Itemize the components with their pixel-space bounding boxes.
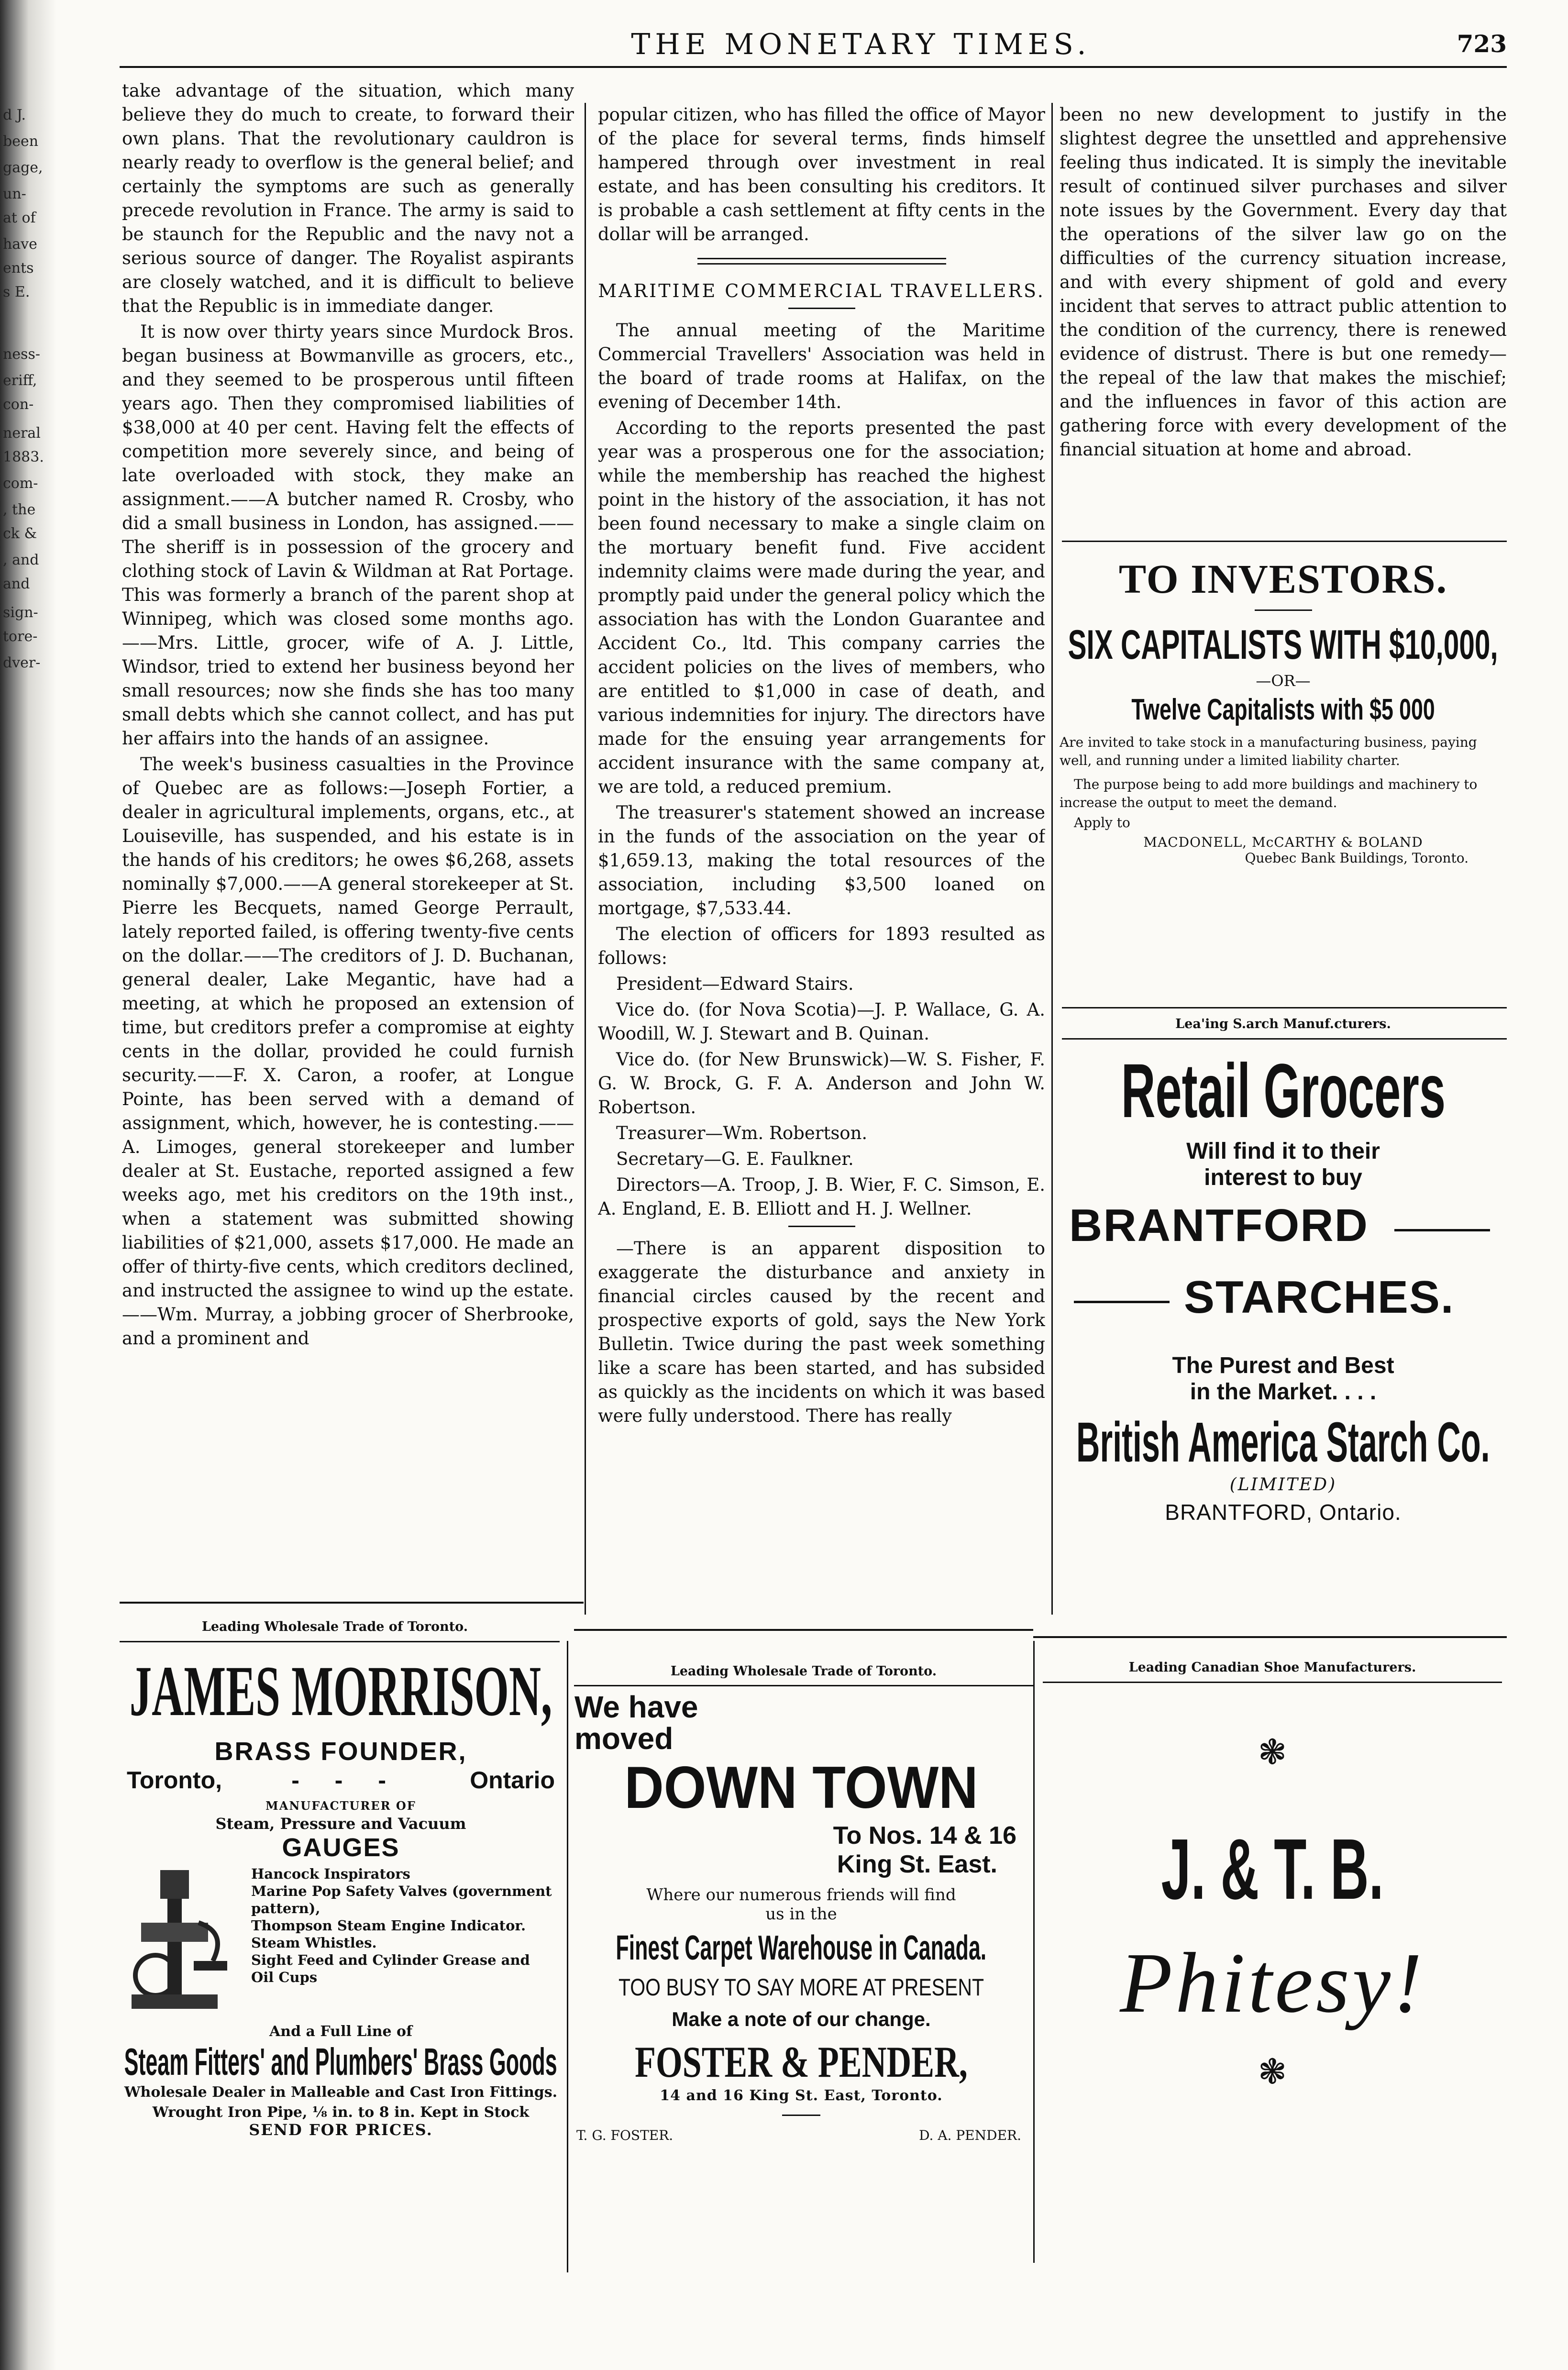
brand-rule [1074, 1301, 1170, 1303]
gutter-snippet: ness- [3, 346, 41, 363]
officer-line: President—Edward Stairs. [616, 974, 854, 994]
gauge-illustration [122, 1865, 246, 2023]
foster-we-have: We have [574, 1690, 698, 1724]
gutter-snippet: sign- [3, 604, 38, 621]
morrison-fitters: Steam Fitters' and Plumbers' Brass Goods [124, 2040, 558, 2083]
shoe-script: Phitesy! [1120, 1935, 1425, 2030]
ad-band-rule [120, 1602, 584, 1604]
gutter-snippet: , the [3, 501, 36, 518]
morrison-city: Toronto, [127, 1767, 222, 1794]
gutter-snippet: and [3, 576, 30, 592]
investors-body-1: Are invited to take stock in a manufacturing business, paying well, and running under a limited liability charter. [1060, 734, 1477, 768]
foster-partner-1: T. G. FOSTER. [576, 2127, 674, 2143]
paragraph: The treasurer's statement showed an increase in the funds of the association on the year of $1,659.13, making the total resources of the association, including $3,500 loaned on mortgage, $7,533.44. [598, 802, 1045, 919]
starch-limited: (LIMITED) [1229, 1475, 1337, 1495]
masthead-rule [120, 66, 1507, 68]
gutter-snippet: , and [3, 552, 39, 568]
foster-address: 14 and 16 King St. East, Toronto. [660, 2087, 943, 2104]
officer-line: Vice do. (for Nova Scotia)—J. P. Wallace, G. A. Woodill, W. J. Stewart and B. Quinan. [598, 999, 1045, 1044]
foster-moved: moved [574, 1721, 674, 1756]
star-ornament-icon-bottom: ❃ [1258, 2051, 1287, 2092]
morrison-ad [117, 1650, 564, 2292]
masthead-title: THE MONETARY TIMES. [631, 28, 1091, 61]
or-divider: —OR— [1256, 672, 1311, 690]
foster-busy: TOO BUSY TO SAY MORE AT PRESENT [618, 1974, 984, 2001]
morrison-province: Ontario [470, 1767, 555, 1794]
gutter-snippet: con- [3, 396, 34, 413]
brand-starches: STARCHES. [1184, 1272, 1455, 1323]
gutter-snippet: dver- [3, 654, 41, 671]
foster-nos: To Nos. 14 & 16 [833, 1822, 1016, 1849]
morrison-item: Thompson Steam Engine Indicator. [251, 1917, 526, 1934]
ad-border [1062, 541, 1507, 542]
morrison-fullline: And a Full Line of [269, 2023, 412, 2040]
morrison-ad-header: Leading Wholesale Trade of Toronto. [201, 1619, 468, 1634]
paragraph: take advantage of the situation, which many believe they do much to create, to forward their own plans. That the revolutionary cauldron is nearly ready to overflow is the general belief; and certainly the symptoms are such as generally precede revolution in France. The army is said to be staunch for the Republic and the navy not a serious source of danger. The Royalist aspirants are closely watched, and it is difficult to believe that the Republic is in immediate danger. [122, 80, 574, 316]
adjacent-page-gutter [0, 0, 57, 2370]
officer-line: Secretary—G. E. Faulkner. [616, 1149, 854, 1169]
paragraph: According to the reports presented the past year was a prosperous one for the association; while the membership has reached the highest point in the history of the association, it has not been found necessary to make a single claim on the mortuary benefit fund. Five accident indemnity claims were made during the year, and promptly paid under the general policy which the association has with the London Guarantee and Accident Co., ltd. This company carries the accident policies on the lives of members, who are entitled to $1,000 in case of death, and various indemnities for injury. The directors have made for the ensuing year arrangements for accident insurance with the same company at, we are told, a reduced premium. [598, 418, 1045, 797]
gutter-snippet: un- [3, 186, 26, 202]
section-heading: MARITIME COMMERCIAL TRAVELLERS. [598, 280, 1045, 301]
foster-king: King St. East. [837, 1850, 997, 1878]
gutter-snippet: 1883. [3, 449, 44, 465]
morrison-item: Hancock Inspirators [251, 1866, 410, 1882]
gutter-snippet: eriff, [3, 372, 37, 389]
morrison-steam: Steam, Pressure and Vacuum [215, 1815, 466, 1833]
gutter-snippet: d J. [3, 107, 26, 123]
foster-partner-2: D. A. PENDER. [919, 2127, 1021, 2143]
starch-ad [1060, 1045, 1507, 1610]
foster-ad-header: Leading Wholesale Trade of Toronto. [670, 1664, 937, 1679]
starch-sub-1: Will find it to their [1186, 1139, 1380, 1164]
foster-friends-2: us in the [765, 1905, 837, 1924]
morrison-send: SEND FOR PRICES. [249, 2121, 433, 2139]
ad-band-rule [574, 1629, 1033, 1631]
gauge-illustration-row [117, 1865, 564, 2023]
gutter-snippet: com- [3, 475, 38, 492]
purest-1: The Purest and Best [1172, 1353, 1394, 1378]
brand-row-2 [1060, 1271, 1507, 1343]
page-number: 723 [1457, 30, 1507, 58]
column-1 [122, 79, 574, 1595]
investors-body-2: The purpose being to add more buildings and machinery to increase the output to meet the demand. [1060, 776, 1478, 810]
column-3 [1060, 103, 1507, 533]
morrison-item-list [251, 1865, 557, 1986]
column-2 [598, 103, 1045, 1615]
gutter-snippet: have [3, 236, 37, 253]
section-rule [788, 1226, 855, 1227]
morrison-name: JAMES MORRISON, [129, 1651, 552, 1731]
foster-partners [572, 2127, 1031, 2143]
brand-brantford: BRANTFORD [1069, 1200, 1369, 1251]
investors-ad [1060, 555, 1507, 1000]
section-divider [697, 258, 946, 265]
foster-note: Make a note of our change. [672, 2008, 931, 2030]
retail-grocers-title: Retail Grocers [1121, 1048, 1446, 1133]
morrison-trade: BRASS FOUNDER, [214, 1737, 467, 1766]
shoe-ad [1038, 1732, 1507, 2234]
foster-downtown: DOWN TOWN [624, 1755, 978, 1821]
shoe-ad-header: Leading Canadian Shoe Manufacturers. [1128, 1660, 1416, 1675]
brand-rule [1394, 1229, 1490, 1231]
morrison-item: Steam Whistles. [251, 1935, 377, 1951]
ad-divider [567, 1641, 568, 2272]
paragraph: been no new development to justify in the slightest degree the unsettled and apprehensive feeling thus indicated. It is simply the inevitable result of continued silver purchases and silver note issues by the Government. Every day that the operations of the silver law go on the difficulties of the currency situation increase, and with every shipment of gold and every incident that serves to attract public attention to the condition of the currency, there is renewed evidence of distrust. There is but one remedy—the repeal of the law that makes the mischief; and the influences in favor of this action are gathering force with every development of the financial situation at home and abroad. [1060, 104, 1507, 460]
ad-border [1043, 1682, 1502, 1683]
paragraph: It is now over thirty years since Murdock Bros. began business at Bowmanville as grocers, etc., and they seemed to be prosperous until fifteen years ago. Then they compromised liabilities of $38,000 at 40 per cent. Having felt the effects of competition more severely since, and being of late overloaded with stock, they make an assignment.——A butcher named R. Crosby, who did a small business in London, has assigned.——The sheriff is in possession of the grocery and clothing stock of Lavin & Wildman at Rat Portage. This was formerly a branch of the parent shop at Winnipeg, which was closed some months ago.——Mrs. Little, grocer, wife of A. J. Little, Windsor, tried to extend her business beyond her small resources; now she finds she has too many small debts which she cannot collect, and has put her affairs into the hands of an assignee. [122, 321, 574, 749]
paragraph: The week's business casualties in the Province of Quebec are as follows:—Joseph Fortier, a dealer in agricultural implements, organs, etc., at Louiseville, has suspended, and his estate is in the hands of his creditors; he owes $6,268, assets nominally $7,000.——A general storekeeper at St. Pierre les Becquets, named George Perrault, lately reported failed, is offering twenty-five cents on the dollar.——The creditors of J. D. Buchanan, general dealer, Lake Megantic, have had a meeting, at which he proposed an extension of time, but creditors prefer a compromise at eighty cents in the dollar, provided he could furnish security.——F. X. Caron, a roofer, at Longue Pointe, has been served with a demand of assignment, which, however, he is contesting.——A. Limoges, general storekeeper and lumber dealer at St. Eustache, reported assigned a few weeks ago, met his creditors on the 19th inst., when a statement was submitted showing liabilities of $21,000, assets $17,000. He made an offer of thirty-five cents, which creditors declined, and instructed the assignee to wind up the estate.——Wm. Murray, a jobbing grocer of Sherbrooke, and a prominent and [122, 754, 574, 1349]
investors-firm: MACDONELL, McCARTHY & BOLAND [1143, 834, 1423, 850]
gutter-snippet: tore- [3, 628, 38, 645]
morrison-wholesale: Wholesale Dealer in Malleable and Cast Iron Fittings. [124, 2084, 558, 2101]
morrison-item: Sight Feed and Cylinder Grease and Oil Cups [251, 1952, 530, 1985]
brand-row-1 [1060, 1199, 1507, 1271]
officer-line: Vice do. (for New Brunswick)—W. S. Fisher, F. G. W. Brock, G. F. A. Anderson and John W. Robertson. [598, 1049, 1045, 1118]
ad-border [1062, 1007, 1507, 1008]
officer-line: Treasurer—Wm. Robertson. [616, 1123, 868, 1143]
apply-to: Apply to [1074, 815, 1130, 831]
heading-rule [788, 308, 855, 309]
foster-finest: Finest Carpet Warehouse in Canada. [616, 1929, 987, 1967]
starch-company: British America Starch Co. [1076, 1411, 1490, 1474]
shoe-company-name: J. & T. B. [1161, 1821, 1384, 1917]
officer-line: Directors—A. Troop, J. B. Wier, F. C. Simson, E. A. England, E. B. Elliott and H. J. Wellner. [598, 1174, 1045, 1219]
ad-border [120, 1641, 560, 1642]
foster-rule [782, 2115, 820, 2116]
morrison-gauges: GAUGES [282, 1833, 400, 1862]
morrison-item: Marine Pop Safety Valves (government pattern), [251, 1883, 552, 1916]
ad-border [574, 1685, 1033, 1686]
gutter-snippet: ents [3, 260, 34, 277]
morrison-dashes: - - - [291, 1767, 400, 1794]
investors-address: Quebec Bank Buildings, Toronto. [1245, 850, 1469, 866]
ad-border [1062, 1038, 1507, 1040]
gutter-snippet: s E. [3, 284, 30, 300]
gutter-snippet: gage, [3, 159, 43, 176]
star-ornament-icon: ❃ [1258, 1732, 1287, 1772]
ad-band-rule [1033, 1636, 1507, 1638]
starch-ad-header: Lea'ing S.arch Manuf.cturers. [1175, 1017, 1391, 1031]
column-divider [1051, 103, 1053, 1615]
paragraph: —There is an apparent disposition to exaggerate the disturbance and anxiety in financial circles caused by the recent and prospective exports of gold, says the New York Bulletin. Twice during the past week something like a scare has been started, and has subsided as quickly as the incidents on which it was based were fully understood. There has really [598, 1238, 1045, 1426]
paragraph: The election of officers for 1893 resulted as follows: [598, 924, 1045, 968]
foster-firm: FOSTER & PENDER, [635, 2038, 968, 2086]
paragraph: The annual meeting of the Maritime Commercial Travellers' Association was held in the board of trade rooms at Halifax, on the evening of December 14th. [598, 320, 1045, 412]
investors-line-1: SIX CAPITALISTS WITH $10,000, [1068, 622, 1499, 668]
starch-sub-2: interest to buy [1204, 1165, 1362, 1190]
foster-ad [572, 1691, 1031, 2265]
ad-divider [1033, 1641, 1035, 2263]
starch-location: BRANTFORD, Ontario. [1165, 1500, 1402, 1525]
investors-line-2: Twelve Capitalists with $5 000 [1131, 693, 1435, 726]
gutter-snippet: ck & [3, 525, 37, 542]
foster-friends-1: Where our numerous friends will find [646, 1885, 956, 1905]
morrison-mfr: MANUFACTURER OF [265, 1799, 416, 1813]
title-rule [1255, 609, 1312, 611]
morrison-city-row [117, 1766, 564, 1794]
morrison-pipe: Wrought Iron Pipe, ⅛ in. to 8 in. Kept in Stock [152, 2104, 530, 2121]
investors-title: TO INVESTORS. [1118, 556, 1448, 602]
gutter-snippet: at of [3, 210, 36, 226]
column-divider [585, 103, 586, 1615]
gutter-snippet: been [3, 133, 39, 150]
gutter-snippet: neral [3, 425, 41, 442]
purest-2: in the Market. . . . [1190, 1379, 1377, 1405]
paragraph: popular citizen, who has filled the office of Mayor of the place for several terms, finds himself hampered through over investment in real estate, and has been consulting his creditors. It is probable a cash settlement at fifty cents in the dollar will be arranged. [598, 104, 1045, 244]
